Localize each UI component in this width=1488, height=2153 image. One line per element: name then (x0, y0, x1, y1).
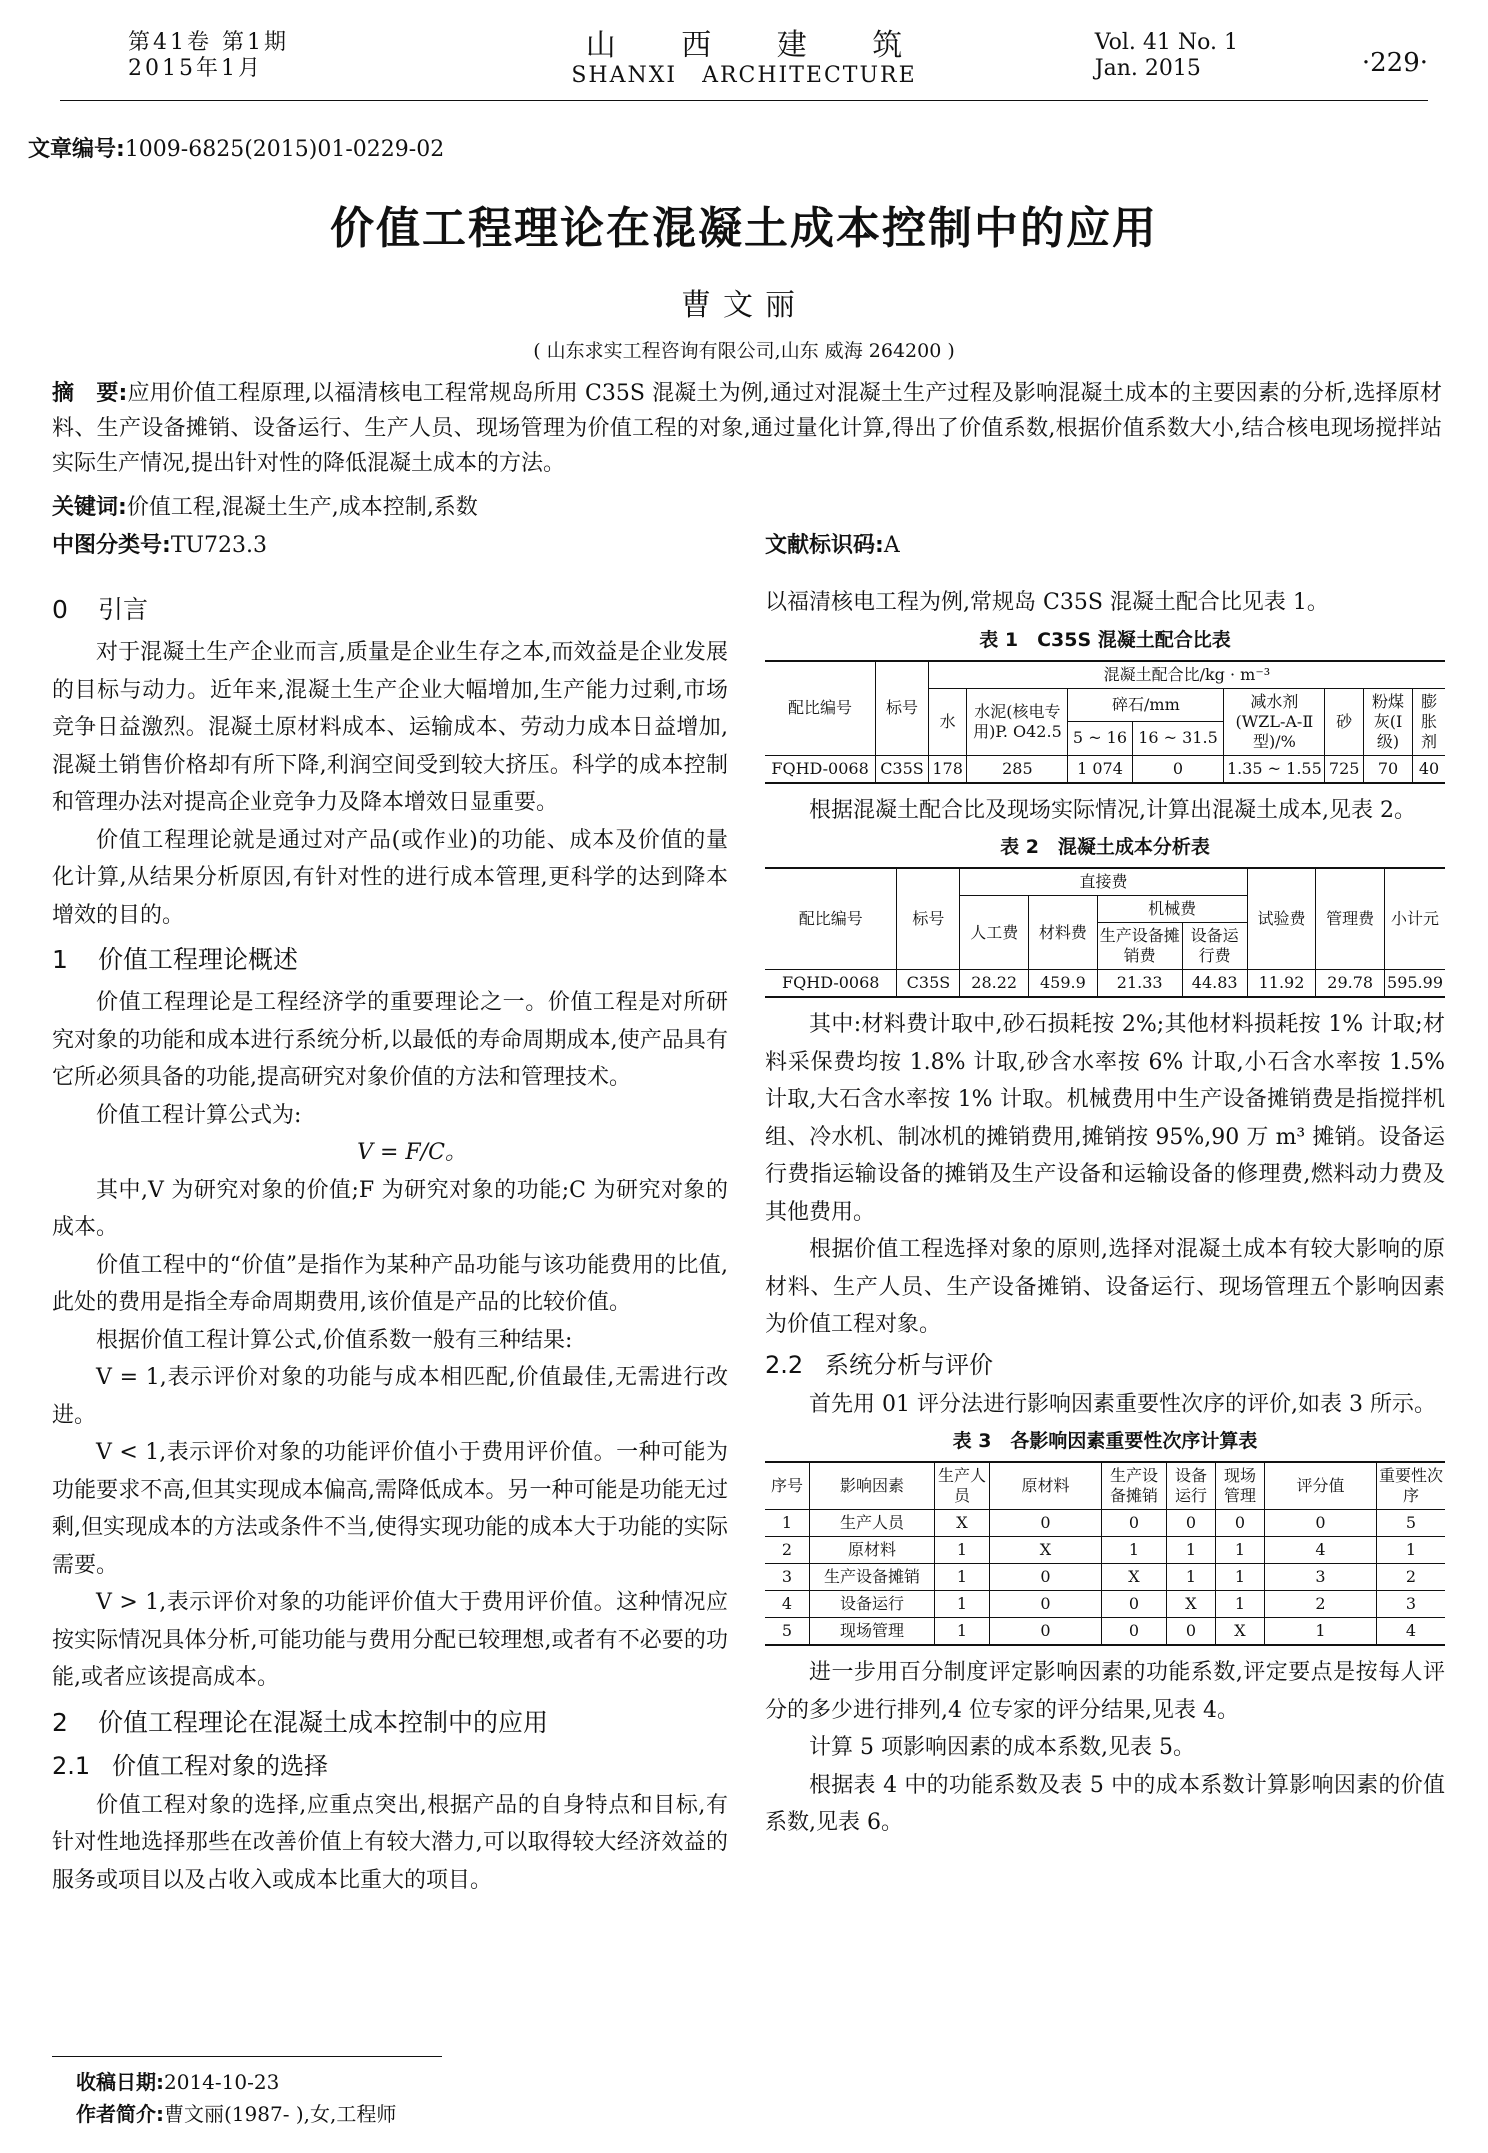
table-cell: 0 (1167, 1618, 1216, 1646)
table-cell: 0 (1102, 1510, 1167, 1537)
running-header (60, 30, 1428, 94)
table-header-cell: 序号 (765, 1462, 810, 1510)
table-header-cell: 设备运行费 (1182, 923, 1247, 970)
volume-issue-en: Vol. 41 No. 1 (1094, 30, 1238, 55)
table-cell: 2 (1265, 1591, 1377, 1618)
table-cell: 1 (1102, 1537, 1167, 1564)
table-cell: C35S (897, 970, 960, 998)
table-header-row (765, 868, 1445, 896)
table-cell: X (990, 1537, 1102, 1564)
article-number-label: 文章编号: (28, 137, 125, 162)
paragraph: V = 1,表示评价对象的功能与成本相匹配,价值最佳,无需进行改进。 (52, 1365, 728, 1428)
table-cell: 1 (935, 1564, 990, 1591)
table-header-cell: 试验费 (1247, 868, 1316, 970)
table-row (765, 1591, 1445, 1618)
section-heading (52, 590, 728, 630)
subsection-heading (765, 1346, 1445, 1384)
table3-body (765, 1510, 1445, 1646)
page-number: ·229· (1361, 48, 1428, 78)
table-header-cell: 重要性次序 (1377, 1462, 1446, 1510)
paragraph: 价值工程对象的选择,应重点突出,根据产品的自身特点和目标,有针对性地选择那些在改善价值上有较大潜力,可以取得较大经济效益的服务或项目以及占收入或成本比重大的项目。 (52, 1792, 728, 1893)
author-affiliation: ( 山东求实工程咨询有限公司,山东 威海 264200 ) (533, 340, 955, 362)
table-row (765, 1537, 1445, 1564)
section-title: 引言 (98, 595, 149, 624)
table-cell: 3 (765, 1564, 810, 1591)
section-number: 1 (52, 945, 68, 974)
subsection-title: 系统分析与评价 (825, 1350, 993, 1379)
table-cell: 3 (1377, 1591, 1446, 1618)
table-cell: 现场管理 (810, 1618, 935, 1646)
table-row (765, 1564, 1445, 1591)
table-cell: X (1167, 1591, 1216, 1618)
table-header-cell: 现场管理 (1216, 1462, 1265, 1510)
paragraph: 进一步用百分制度评定影响因素的功能系数,评定要点是按每人评分的多少进行排列,4 位专家的评分结果,见表 4。 (765, 1660, 1445, 1723)
table-cell: FQHD-0068 (765, 970, 897, 998)
table-header-cell: 生产设备摊销 (1102, 1462, 1167, 1510)
journal-name-cn: 山 西 建 筑 (585, 28, 931, 63)
table-cell: 3 (1265, 1564, 1377, 1591)
volume-issue-cn: 第41卷 第1期 (128, 30, 289, 55)
table-cell: 21.33 (1097, 970, 1182, 998)
paragraph: 价值工程计算公式为: (96, 1102, 302, 1128)
table-cell: 1.35 ~ 1.55 (1224, 755, 1325, 783)
article-number (28, 132, 444, 163)
table-row (765, 1510, 1445, 1537)
table-header-cell: 减水剂(WZL-A-Ⅱ型)/% (1224, 688, 1325, 755)
paragraph: 价值工程理论就是通过对产品(或作业)的功能、成本及价值的量化计算,从结果分析原因,有针对性的进行成本管理,更科学的达到降本增效的目的。 (52, 827, 728, 928)
subsection-number: 2.2 (765, 1350, 804, 1379)
table-cell: 28.22 (960, 970, 1029, 998)
left-column (52, 584, 728, 1899)
table-cell: 1 (935, 1618, 990, 1646)
paragraph: 其中:材料费计取中,砂石损耗按 2%;其他材料损耗按 1% 计取;材料采保费均按 1.8% 计取,砂含水率按 6% 计取,小石含水率按 1.5% 计取,大石含水率按 1% 计取。机械费用中生产设备摊销费是指搅拌机组、冷水机、制冰机的摊销费用,摊销按 95%,90 万 m³ 摊销。设备运行费指运输设备的摊销及生产设备和运输设备的修理费,燃料动力费及其他费用。 (765, 1012, 1445, 1225)
table-cell: FQHD-0068 (765, 755, 876, 783)
section-title: 价值工程理论概述 (98, 945, 299, 974)
table-header-cell: 管理费 (1316, 868, 1385, 970)
docid-value: A (883, 533, 900, 558)
table-cell: 0 (1216, 1510, 1265, 1537)
table-cell: 1 (765, 1510, 810, 1537)
table-cell: 1 (1216, 1591, 1265, 1618)
table-cell: 1 074 (1068, 755, 1132, 783)
formula: V = F/C。 (357, 1140, 467, 1165)
table-row (765, 755, 1445, 783)
table-header-cell: 人工费 (960, 896, 1029, 970)
table-cell: 0 (990, 1591, 1102, 1618)
paragraph: 对于混凝土生产企业而言,质量是企业生存之本,而效益是企业发展的目标与动力。近年来,混凝土生产企业大幅增加,生产能力过剩,市场竞争日益激烈。混凝土原材料成本、运输成本、劳动力成本日益增加,混凝土销售价格却有所下降,利润空间受到较大挤压。科学的成本控制和管理办法对提高企业竞争力及降本增效日显重要。 (52, 640, 728, 815)
table-header-cell: 水 (928, 688, 967, 755)
table-cell: 0 (1132, 755, 1224, 783)
table-cell: 70 (1364, 755, 1413, 783)
paragraph: 根据价值工程选择对象的原则,选择对混凝土成本有较大影响的原材料、生产人员、生产设备摊销、设备运行、现场管理五个影响因素为价值工程对象。 (765, 1237, 1445, 1337)
table-cell: 1 (1216, 1564, 1265, 1591)
table-cell: 5 (765, 1618, 810, 1646)
table-cell: 178 (928, 755, 967, 783)
table-cell: 595.99 (1385, 970, 1445, 998)
table-cell: 1 (1167, 1537, 1216, 1564)
table-cell: 0 (1167, 1510, 1216, 1537)
table-header-cell: 材料费 (1029, 896, 1098, 970)
paragraph: 价值工程理论是工程经济学的重要理论之一。价值工程是对所研究对象的功能和成本进行系统分析,以最低的寿命周期成本,使产品具有它所必须具备的功能,提高研究对象价值的方法和管理技术。 (52, 990, 728, 1090)
table-cell: 0 (1102, 1618, 1167, 1646)
table-header-cell: 配比编号 (765, 661, 876, 756)
date-en: Jan. 2015 (1094, 56, 1201, 81)
article-title: 价值工程理论在混凝土成本控制中的应用 (330, 203, 1158, 254)
docid-label: 文献标识码: (765, 533, 884, 558)
table-row (765, 970, 1445, 998)
table-cell: 原材料 (810, 1537, 935, 1564)
article-number-value: 1009-6825(2015)01-0229-02 (124, 137, 445, 162)
table-header-cell: 影响因素 (810, 1462, 935, 1510)
subsection-heading (52, 1747, 728, 1785)
table-cell: 2 (765, 1537, 810, 1564)
document-code (765, 528, 900, 559)
table-header-cell: 16 ~ 31.5 (1132, 722, 1224, 756)
table-cell: 285 (967, 755, 1068, 783)
table-cell: X (935, 1510, 990, 1537)
paragraph: 根据表 4 中的功能系数及表 5 中的成本系数计算影响因素的价值系数,见表 6。 (765, 1772, 1445, 1835)
table-cell: 0 (990, 1564, 1102, 1591)
table-header-cell: 水泥(核电专用)P. O42.5 (967, 688, 1068, 755)
table-header-cell: 粉煤灰(Ⅰ级) (1364, 688, 1413, 755)
section-heading (52, 940, 728, 980)
table-cell: 11.92 (1247, 970, 1316, 998)
table-cell: 1 (1377, 1537, 1446, 1564)
paragraph: V < 1,表示评价对象的功能评价值小于费用评价值。一种可能为功能要求不高,但其实现成本偏高,需降低成本。另一种可能是功能无过剩,但实现成本的方法或条件不当,使得实现功能的成本大于功能的实际需要。 (52, 1440, 728, 1578)
paragraph: 以福清核电工程为例,常规岛 C35S 混凝土配合比见表 1。 (765, 590, 1329, 615)
date-cn: 2015年1月 (128, 56, 263, 81)
table1-caption: 表 1 C35S 混凝土配合比表 (979, 628, 1231, 651)
bio-value: 曹文丽(1987- ),女,工程师 (164, 2102, 397, 2126)
section-number: 0 (52, 595, 68, 624)
table-header-cell: 评分值 (1265, 1462, 1377, 1510)
right-column (765, 584, 1445, 1842)
table-cell: 4 (1377, 1618, 1446, 1646)
footnote-rule (52, 2056, 442, 2057)
table-header-cell: 碎石/mm (1068, 688, 1224, 722)
table-cell: 0 (1102, 1591, 1167, 1618)
abstract (52, 376, 1442, 481)
table-cell: 29.78 (1316, 970, 1385, 998)
table-cell: X (1102, 1564, 1167, 1591)
paragraph: 首先用 01 评分法进行影响因素重要性次序的评价,如表 3 所示。 (809, 1391, 1436, 1417)
table-header-cell: 原材料 (990, 1462, 1102, 1510)
table2-caption: 表 2 混凝土成本分析表 (1000, 836, 1210, 858)
table3-caption: 表 3 各影响因素重要性次序计算表 (952, 1430, 1258, 1452)
table-cell: 设备运行 (810, 1591, 935, 1618)
table-cell: 0 (990, 1510, 1102, 1537)
table-cell: 0 (990, 1618, 1102, 1646)
table-cell: 44.83 (1182, 970, 1247, 998)
table-cell: 5 (1377, 1510, 1446, 1537)
section-heading (52, 1703, 728, 1743)
table-header-cell: 5 ~ 16 (1068, 722, 1132, 756)
header-rule (60, 100, 1428, 101)
table-header-cell: 砂 (1325, 688, 1364, 755)
author-bio (76, 2098, 396, 2130)
table-cell: 1 (1167, 1564, 1216, 1591)
keywords-text: 价值工程,混凝土生产,成本控制,系数 (126, 495, 478, 520)
volume-info-en (1095, 30, 1238, 82)
table-cell: 生产人员 (810, 1510, 935, 1537)
table-cell: 1 (935, 1537, 990, 1564)
table3-importance-ranking (765, 1461, 1445, 1646)
table-header-cell: 直接费 (960, 868, 1247, 896)
paragraph: 根据价值工程计算公式,价值系数一般有三种结果: (96, 1327, 573, 1353)
section-title: 价值工程理论在混凝土成本控制中的应用 (98, 1707, 549, 1737)
table-header-cell: 生产人员 (935, 1462, 990, 1510)
received-label: 收稿日期: (76, 2070, 164, 2094)
table-header-cell: 设备运行 (1167, 1462, 1216, 1510)
footnote (76, 2066, 396, 2130)
paragraph: 根据混凝土配合比及现场实际情况,计算出混凝土成本,见表 2。 (809, 797, 1416, 823)
table-header-row (765, 1462, 1445, 1510)
subsection-title: 价值工程对象的选择 (112, 1751, 328, 1780)
clc-value: TU723.3 (170, 533, 268, 558)
table-cell: X (1216, 1618, 1265, 1646)
classification-number (52, 528, 267, 559)
table-cell: 40 (1413, 755, 1446, 783)
author-name: 曹文丽 (681, 288, 807, 323)
table-row (765, 1618, 1445, 1646)
table-header-cell: 机械费 (1097, 896, 1247, 923)
clc-label: 中图分类号: (52, 533, 171, 558)
table-header-cell: 标号 (876, 661, 929, 756)
table-cell: 4 (1265, 1537, 1377, 1564)
table-header-cell: 小计元 (1385, 868, 1445, 970)
paragraph: V > 1,表示评价对象的功能评价值大于费用评价值。这种情况应按实际情况具体分析,可能功能与费用分配已较理想,或者有不必要的功能,或者应该提高成本。 (52, 1590, 728, 1690)
table1-mix-proportion (765, 660, 1445, 784)
bio-label: 作者简介: (76, 2102, 164, 2126)
paragraph: 其中,V 为研究对象的价值;F 为研究对象的功能;C 为研究对象的成本。 (52, 1177, 728, 1240)
table-header-row (765, 661, 1445, 689)
table-cell: 725 (1325, 755, 1364, 783)
received-value: 2014-10-23 (164, 2070, 280, 2094)
table-cell: 1 (1216, 1537, 1265, 1564)
abstract-text: 应用价值工程原理,以福清核电工程常规岛所用 C35S 混凝土为例,通过对混凝土生产过程及影响混凝土成本的主要因素的分析,选择原材料、生产设备摊销、设备运行、生产人员、现场管理为价值工程的对象,通过量化计算,得出了价值系数,根据价值系数大小,结合核电现场搅拌站实际生产情况,提出针对性的降低混凝土成本的方法。 (52, 381, 1442, 476)
table-cell: 459.9 (1029, 970, 1098, 998)
table-header-cell: 混凝土配合比/kg · m⁻³ (928, 661, 1445, 689)
table-header-cell: 配比编号 (765, 868, 897, 970)
section-number: 2 (52, 1707, 68, 1737)
paragraph: 价值工程中的“价值”是指作为某种产品功能与该功能费用的比值,此处的费用是指全寿命周期费用,该价值是产品的比较价值。 (52, 1252, 728, 1315)
subsection-number: 2.1 (52, 1751, 91, 1780)
table-cell: 0 (1265, 1510, 1377, 1537)
abstract-label: 摘 要: (52, 381, 128, 406)
keywords (52, 490, 478, 521)
table-cell: 生产设备摊销 (810, 1564, 935, 1591)
table-cell: 1 (935, 1591, 990, 1618)
table-cell: 4 (765, 1591, 810, 1618)
table-cell: 2 (1377, 1564, 1446, 1591)
table2-cost-analysis (765, 867, 1445, 998)
table-cell: C35S (876, 755, 929, 783)
paragraph: 计算 5 项影响因素的成本系数,见表 5。 (809, 1735, 1195, 1760)
keywords-label: 关键词: (52, 495, 127, 520)
table-header-cell: 膨胀剂 (1413, 688, 1446, 755)
table-header-cell: 生产设备摊销费 (1097, 923, 1182, 970)
received-date (76, 2066, 396, 2098)
table-header-cell: 标号 (897, 868, 960, 970)
journal-name-en: SHANXI ARCHITECTURE (571, 63, 917, 88)
table-cell: 1 (1265, 1618, 1377, 1646)
